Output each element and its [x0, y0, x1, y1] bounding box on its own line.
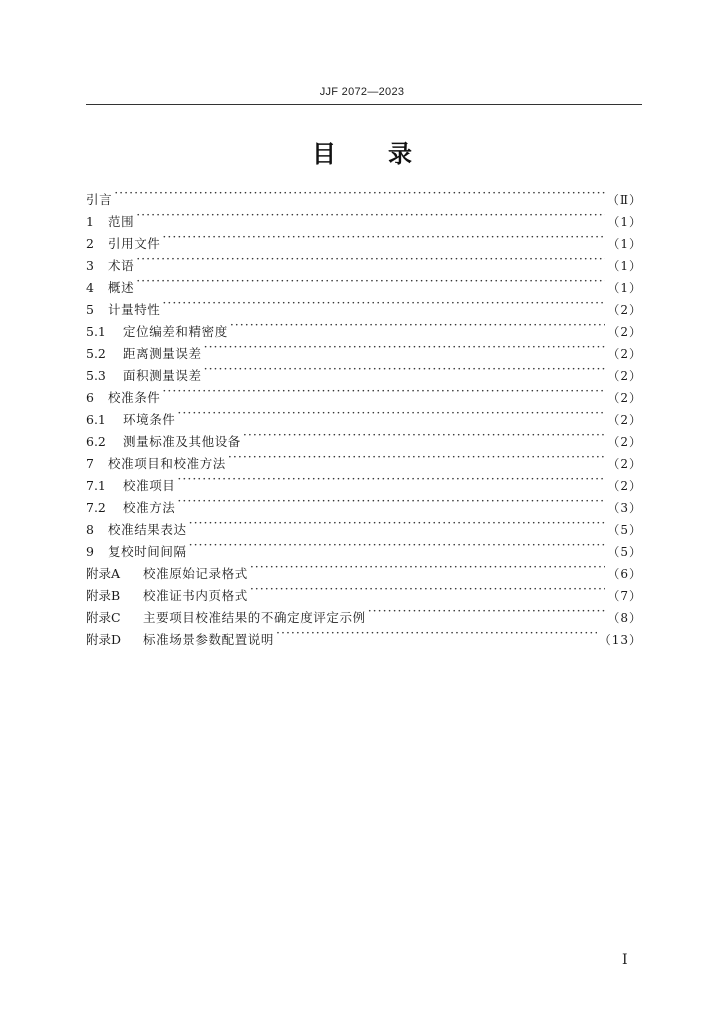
toc-entry[interactable]: [86, 402, 642, 427]
toc-entry-title: 校准方法: [123, 500, 176, 515]
toc-entry-title: 术语: [108, 258, 135, 273]
toc-entry-title: 计量特性: [108, 302, 161, 317]
toc-entry-page: （2）: [607, 347, 642, 361]
toc-entry-title: 引用文件: [108, 236, 161, 251]
toc-entry-number: 6: [86, 390, 94, 405]
toc-entry-number: 5.3: [86, 368, 106, 383]
toc-entry-number: 5: [86, 302, 94, 317]
toc-entry-title: 校准结果表达: [108, 522, 187, 537]
toc-entry[interactable]: [86, 380, 642, 405]
toc-title-char-2: 录: [388, 140, 412, 168]
toc-entry-page: （2）: [607, 391, 642, 405]
toc-entry-number: 8: [86, 522, 94, 537]
toc-entry-title: 范围: [108, 214, 135, 229]
toc-entry-title: 概述: [108, 280, 135, 295]
toc-dot-leader: [228, 446, 605, 468]
toc-entry-title: 校准原始记录格式: [143, 566, 248, 581]
toc-dot-leader: [243, 424, 605, 446]
toc-dot-leader: [114, 182, 605, 204]
toc-dot-leader: [136, 248, 605, 270]
toc-entry-page: （6）: [607, 567, 642, 581]
toc-title: [0, 134, 724, 169]
toc-entry-number: 4: [86, 280, 94, 295]
toc-entry[interactable]: [86, 204, 642, 229]
toc-entry-number: 9: [86, 544, 94, 559]
toc-entry-page: （5）: [607, 523, 642, 537]
toc-entry-page: （2）: [607, 413, 642, 427]
toc-entry-page: （Ⅱ）: [606, 193, 642, 207]
toc-entry-page: （1）: [607, 259, 642, 273]
toc-entry-page: （2）: [607, 325, 642, 339]
toc-dot-leader: [250, 578, 606, 600]
toc-entry-title: 复校时间间隔: [108, 544, 187, 559]
toc-dot-leader: [230, 314, 606, 336]
toc-entry-page: （13）: [598, 633, 642, 647]
toc-dot-leader: [250, 556, 606, 578]
toc-entry-page: （3）: [607, 501, 642, 515]
toc-entry-title: 定位编差和精密度: [123, 324, 228, 339]
toc-entry-number: 5.1: [86, 324, 106, 339]
toc-entry[interactable]: [86, 182, 642, 207]
toc-entry-page: （7）: [607, 589, 642, 603]
toc-dot-leader: [276, 622, 597, 644]
toc-entry-title: 测量标准及其他设备: [123, 434, 241, 449]
toc-dot-leader: [189, 512, 606, 534]
toc-entry[interactable]: [86, 314, 642, 339]
document-code: JJF 2072—2023: [319, 86, 405, 98]
toc-title-char-1: 目: [312, 140, 336, 168]
toc-entry[interactable]: [86, 292, 642, 317]
header-rule: [86, 104, 642, 105]
toc-entry-title: 校准项目和校准方法: [108, 456, 226, 471]
toc-entry-page: （2）: [607, 435, 642, 449]
toc-entry-number: 6.1: [86, 412, 106, 427]
toc-entry-number: 3: [86, 258, 94, 273]
toc-dot-leader: [162, 226, 605, 248]
toc-entry-page: （2）: [607, 303, 642, 317]
toc-entry[interactable]: [86, 270, 642, 295]
toc-entry-page: （1）: [607, 237, 642, 251]
toc-dot-leader: [162, 292, 605, 314]
toc-list: [86, 182, 642, 647]
toc-entry-page: （2）: [607, 369, 642, 383]
toc-entry-number: 6.2: [86, 434, 106, 449]
toc-entry-title: 主要项目校准结果的不确定度评定示例: [143, 610, 366, 625]
toc-dot-leader: [204, 358, 606, 380]
toc-entry-page: （2）: [607, 479, 642, 493]
toc-entry-title: 面积测量误差: [123, 368, 202, 383]
toc-dot-leader: [136, 270, 605, 292]
toc-dot-leader: [162, 380, 605, 402]
toc-entry-title: 校准条件: [108, 390, 161, 405]
toc-entry-title: 校准证书内页格式: [143, 588, 248, 603]
toc-dot-leader: [368, 600, 606, 622]
toc-entry-title: 环境条件: [123, 412, 176, 427]
toc-dot-leader: [177, 468, 605, 490]
toc-entry-title: 标准场景参数配置说明: [143, 632, 275, 647]
toc-entry-number: 2: [86, 236, 94, 251]
toc-dot-leader: [136, 204, 605, 226]
toc-entry-number: 7.2: [86, 500, 106, 515]
toc-entry-number: 附录B: [86, 588, 121, 603]
toc-entry-page: （2）: [607, 457, 642, 471]
toc-entry[interactable]: [86, 248, 642, 273]
toc-dot-leader: [204, 336, 606, 358]
toc-entry-page: （1）: [607, 281, 642, 295]
toc-entry-number: 7: [86, 456, 94, 471]
toc-entry-number: 附录A: [86, 566, 121, 581]
toc-entry-number: 附录C: [86, 610, 121, 625]
toc-dot-leader: [177, 402, 605, 424]
toc-entry-page: （8）: [607, 611, 642, 625]
toc-entry-title: 校准项目: [123, 478, 176, 493]
toc-entry-number: 5.2: [86, 346, 106, 361]
toc-dot-leader: [189, 534, 606, 556]
toc-entry-number: 7.1: [86, 478, 106, 493]
toc-entry-page: （5）: [607, 545, 642, 559]
toc-entry-number: 1: [86, 214, 94, 229]
page-number: I: [622, 952, 628, 968]
toc-entry-number: 附录D: [86, 632, 122, 647]
toc-entry-title: 距离测量误差: [123, 346, 202, 361]
toc-dot-leader: [177, 490, 605, 512]
toc-entry-title: 引言: [86, 192, 113, 207]
toc-entry-page: （1）: [607, 215, 642, 229]
toc-entry[interactable]: [86, 226, 642, 251]
